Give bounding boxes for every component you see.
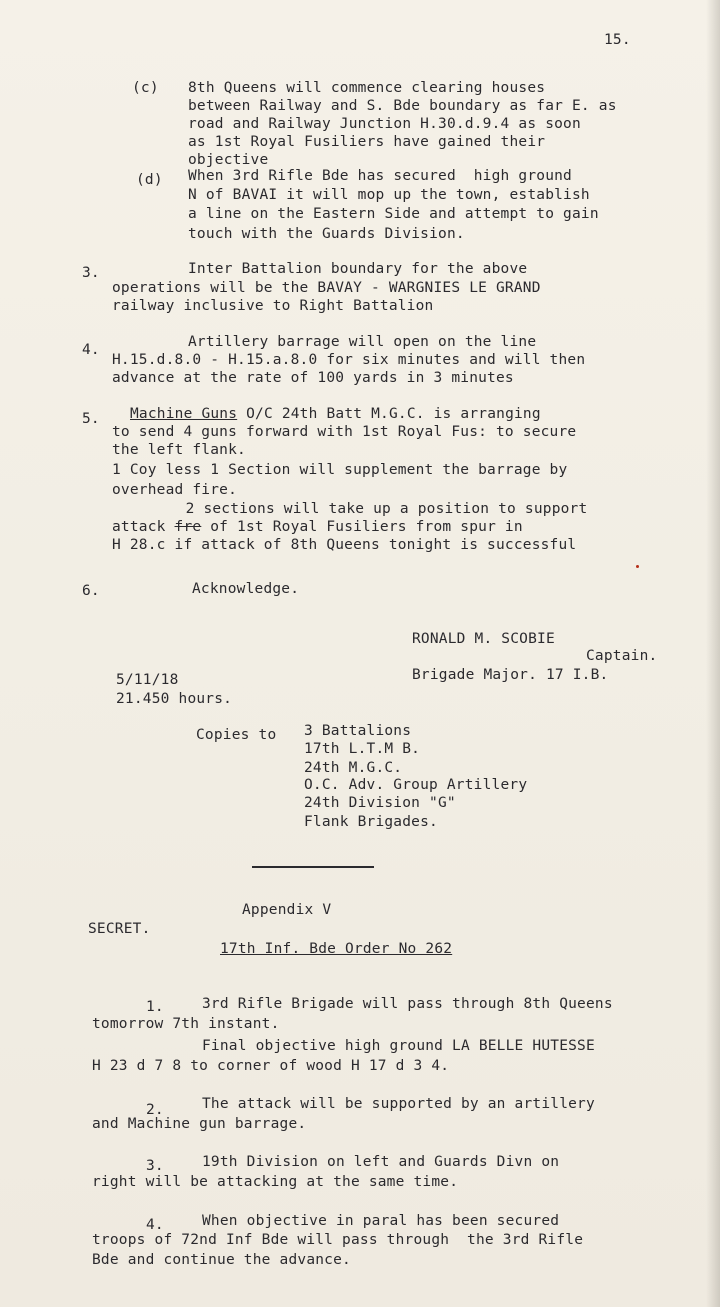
- ink-mark: [636, 565, 639, 568]
- order-4-number: 4.: [146, 1217, 164, 1233]
- page-edge-shadow: [706, 0, 720, 1307]
- para-c-line: as 1st Royal Fusiliers have gained their: [188, 134, 546, 150]
- para-c-line: between Railway and S. Bde boundary as far E. as: [188, 98, 617, 114]
- para-d-line: When 3rd Rifle Bde has secured high ground: [188, 168, 572, 184]
- order-2-line: The attack will be supported by an artillery: [202, 1096, 595, 1112]
- order-1-line: H 23 d 7 8 to corner of wood H 17 d 3 4.: [92, 1058, 450, 1074]
- para-c-label: (c): [132, 80, 159, 96]
- order-1-number: 1.: [146, 999, 164, 1015]
- para-5-line1: [130, 405, 541, 423]
- copies-item: 24th Division "G": [304, 795, 456, 811]
- order-1-line: tomorrow 7th instant.: [92, 1016, 280, 1032]
- para-4-number: 4.: [82, 342, 100, 358]
- para-5-line7-post: of 1st Royal Fusiliers from spur in: [201, 519, 523, 535]
- para-3-number: 3.: [82, 265, 100, 281]
- para-c-line: 8th Queens will commence clearing houses: [188, 80, 546, 96]
- signature-role: Brigade Major. 17 I.B.: [412, 667, 609, 683]
- time: 21.450 hours.: [116, 691, 233, 707]
- appendix-title: Appendix V: [242, 902, 332, 918]
- para-d-line: a line on the Eastern Side and attempt to gain: [188, 206, 599, 222]
- para-5-line: overhead fire.: [112, 482, 238, 498]
- para-4-line: Artillery barrage will open on the line: [188, 334, 537, 350]
- order-4-line: Bde and continue the advance.: [92, 1252, 351, 1268]
- copies-item: 24th M.G.C.: [304, 760, 403, 776]
- para-5-line7: [112, 518, 523, 536]
- order-2-line: and Machine gun barrage.: [92, 1116, 307, 1132]
- para-3-line: railway inclusive to Right Battalion: [112, 298, 434, 314]
- para-5-line1-rest: O/C 24th Batt M.G.C. is arranging: [237, 406, 541, 422]
- copies-item: Flank Brigades.: [304, 814, 438, 830]
- order-3-line: 19th Division on left and Guards Divn on: [202, 1154, 560, 1170]
- para-5-line7-pre: attack: [112, 519, 175, 535]
- para-4-line: advance at the rate of 100 yards in 3 minutes: [112, 370, 514, 386]
- para-6-number: 6.: [82, 583, 100, 599]
- order-3-line: right will be attacking at the same time.: [92, 1174, 459, 1190]
- order-1-line: 3rd Rifle Brigade will pass through 8th Queens: [202, 996, 613, 1012]
- signature-name: RONALD M. SCOBIE: [412, 631, 555, 647]
- copies-item: 3 Battalions: [304, 723, 412, 739]
- section-divider: [252, 866, 374, 868]
- para-d-line: touch with the Guards Division.: [188, 226, 465, 242]
- para-6-text: Acknowledge.: [192, 581, 300, 597]
- para-5-line: to send 4 guns forward with 1st Royal Fus: to secure: [112, 424, 577, 440]
- para-5-line: 1 Coy less 1 Section will supplement the barrage by: [112, 462, 568, 478]
- copies-label: Copies to: [196, 727, 277, 743]
- para-d-line: N of BAVAI it will mop up the town, establish: [188, 187, 590, 203]
- para-d-label: (d): [136, 172, 163, 188]
- secret-label: SECRET.: [88, 921, 151, 937]
- order-4-line: troops of 72nd Inf Bde will pass through the 3rd Rifle: [92, 1232, 584, 1248]
- order-1-line: Final objective high ground LA BELLE HUTESSE: [202, 1038, 595, 1054]
- date: 5/11/18: [116, 672, 179, 688]
- para-c-line: road and Railway Junction H.30.d.9.4 as soon: [188, 116, 581, 132]
- order-3-number: 3.: [146, 1158, 164, 1174]
- para-3-line: Inter Battalion boundary for the above: [188, 261, 528, 277]
- para-c-line: objective: [188, 152, 269, 168]
- order-2-number: 2.: [146, 1102, 164, 1118]
- order-4-line: When objective in paral has been secured: [202, 1213, 560, 1229]
- para-5-line: the left flank.: [112, 442, 246, 458]
- struck-word: fre: [174, 519, 202, 535]
- copies-item: O.C. Adv. Group Artillery: [304, 777, 528, 793]
- order-title: 17th Inf. Bde Order No 262: [220, 941, 453, 957]
- page-number: 15.: [604, 32, 631, 48]
- para-3-line: operations will be the BAVAY - WARGNIES LE GRAND: [112, 280, 541, 296]
- machine-guns-heading: Machine Guns: [130, 406, 238, 422]
- para-4-line: H.15.d.8.0 - H.15.a.8.0 for six minutes and will then: [112, 352, 586, 368]
- para-5-line: 2 sections will take up a position to support: [132, 501, 588, 517]
- para-5-line: H 28.c if attack of 8th Queens tonight is successful: [112, 537, 577, 553]
- para-5-number: 5.: [82, 411, 100, 427]
- signature-rank: Captain.: [586, 648, 658, 664]
- copies-item: 17th L.T.M B.: [304, 741, 421, 757]
